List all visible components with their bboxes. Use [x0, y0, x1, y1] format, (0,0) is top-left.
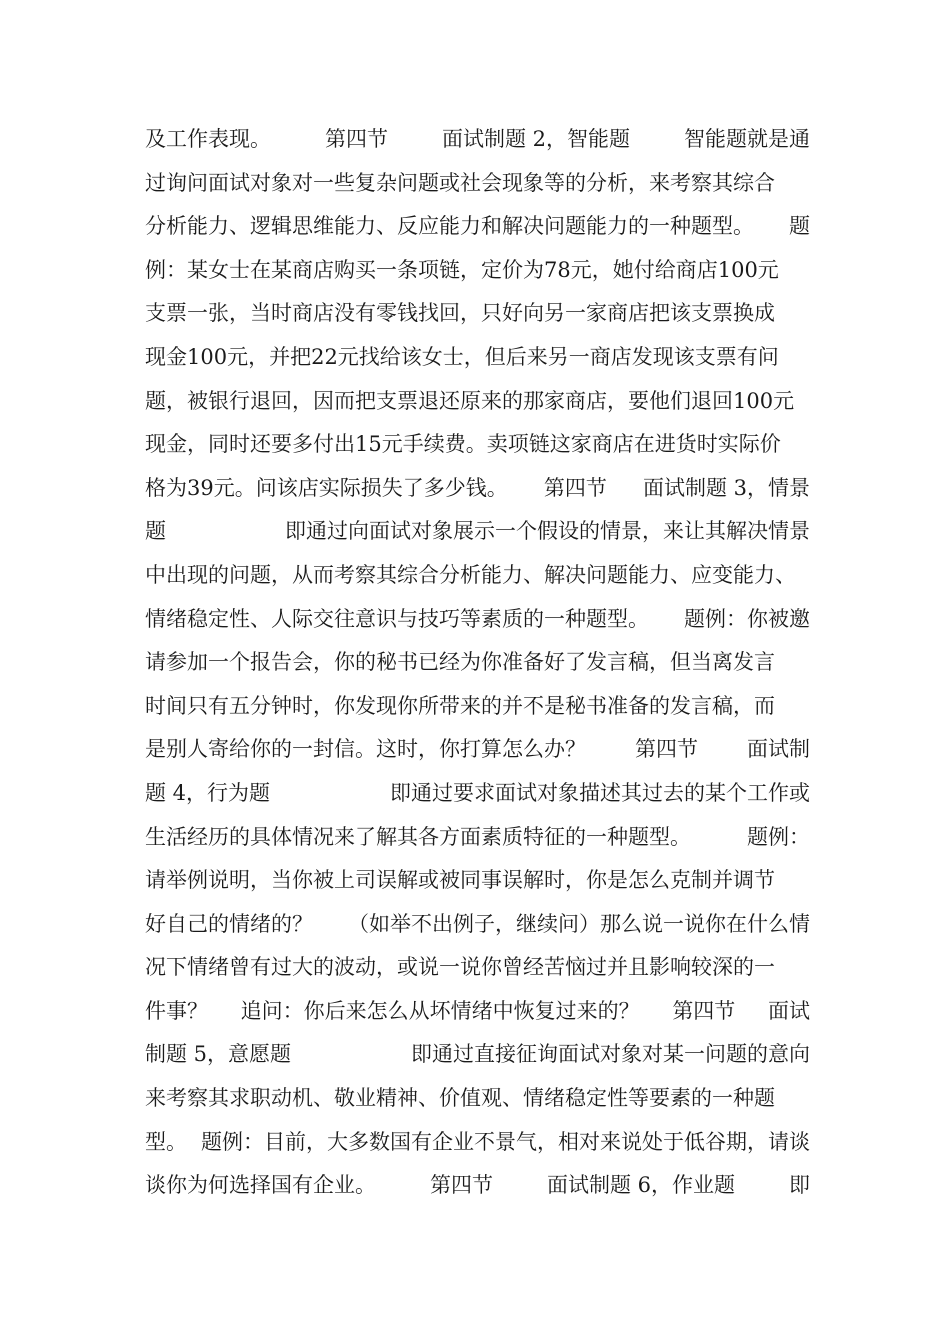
text-segment: 件事？	[145, 998, 208, 1023]
text-line	[145, 118, 810, 162]
text-segment: （如举不出例子，继续问）那么说一说你在什么情	[348, 911, 810, 936]
text-line	[145, 336, 810, 380]
text-line	[145, 554, 810, 598]
text-line	[145, 990, 810, 1034]
text-line	[145, 1164, 810, 1208]
text-segment: 第四节	[543, 475, 607, 500]
text-line	[145, 162, 810, 206]
text-segment: 即	[789, 1173, 810, 1198]
text-segment: 第四节	[429, 1173, 493, 1198]
text-segment: 第四节	[324, 127, 388, 151]
text-segment: 请举例说明，当你被上司误解或被同事误解时，你是怎么克制并调节	[145, 868, 775, 893]
text-line	[145, 249, 810, 293]
text-segment: 第四节	[635, 737, 698, 762]
text-segment: 题例：目前，大多数国有企业不景气，相对来说处于低谷期，请谈	[201, 1129, 810, 1154]
text-segment: 即通过向面试对象展示一个假设的情景，来让其解决情景	[285, 519, 810, 544]
text-segment: 况下情绪曾有过大的波动，或说一说你曾经苦恼过并且影响较深的一	[145, 955, 775, 980]
text-line	[145, 772, 810, 816]
text-line	[145, 1121, 810, 1165]
text-segment: 及工作表现。	[145, 127, 271, 151]
text-line	[145, 903, 810, 947]
text-segment: 来考察其求职动机、敬业精神、价值观、情绪稳定性等要素的一种题	[145, 1086, 775, 1111]
text-segment: 情绪稳定性、人际交往意识与技巧等素质的一种题型。	[145, 606, 649, 631]
text-line	[145, 292, 810, 336]
text-segment: 现金100元，并把22元找给该女士，但后来另一商店发现该支票有问	[145, 344, 779, 369]
text-segment: 即通过要求面试对象描述其过去的某个工作或	[390, 780, 810, 805]
text-line	[145, 859, 810, 903]
text-line	[145, 728, 810, 772]
text-segment: 题	[145, 519, 166, 544]
text-segment: 面试制题 6，作业题	[546, 1173, 736, 1198]
text-segment: 面试制题 2，智能题	[441, 127, 631, 151]
text-segment: 题例：你被邀	[684, 606, 810, 631]
text-line	[145, 380, 810, 424]
text-segment: 中出现的问题，从而考察其综合分析能力、解决问题能力、应变能力、	[145, 562, 796, 587]
text-segment: 面试制题 3，情景	[642, 475, 810, 500]
text-segment: 过询问面试对象对一些复杂问题或社会现象等的分析，来考察其综合	[145, 170, 775, 195]
text-segment: 面试	[767, 998, 810, 1023]
text-segment: 题例：	[747, 824, 810, 849]
text-segment: 第四节	[672, 998, 736, 1023]
body-text	[145, 118, 810, 1208]
text-segment: 智能题就是通	[684, 127, 810, 151]
text-segment: 分析能力、逻辑思维能力、反应能力和解决问题能力的一种题型。	[145, 214, 754, 239]
text-segment: 制题 5，意愿题	[145, 1042, 292, 1067]
text-segment: 是别人寄给你的一封信。这时，你打算怎么办？	[145, 737, 586, 762]
text-segment: 面试制	[747, 737, 810, 762]
text-line	[145, 946, 810, 990]
text-segment: 生活经历的具体情况来了解其各方面素质特征的一种题型。	[145, 824, 691, 849]
text-segment: 现金，同时还要多付出15元手续费。卖项链这家商店在进货时实际价	[145, 432, 781, 457]
text-line	[145, 467, 810, 511]
text-line	[145, 685, 810, 729]
text-line	[145, 1033, 810, 1077]
text-line	[145, 816, 810, 860]
text-line	[145, 510, 810, 554]
text-segment: 例：某女士在某商店购买一条项链，定价为78元，她付给商店100元	[145, 257, 779, 282]
text-line	[145, 423, 810, 467]
text-segment: 题 4，行为题	[145, 780, 271, 805]
text-line	[145, 205, 810, 249]
text-segment: 题	[789, 214, 810, 239]
text-line	[145, 641, 810, 685]
text-segment: 追问：你后来怎么从坏情绪中恢复过来的？	[240, 998, 640, 1023]
text-segment: 请参加一个报告会，你的秘书已经为你准备好了发言稿，但当离发言	[145, 650, 775, 675]
text-line	[145, 1077, 810, 1121]
text-segment: 好自己的情绪的？	[145, 911, 313, 936]
text-segment: 时间只有五分钟时，你发现你所带来的并不是秘书准备的发言稿，而	[145, 693, 775, 718]
text-segment: 谈你为何选择国有企业。	[145, 1173, 376, 1198]
text-segment: 格为39元。问该店实际损失了多少钱。	[145, 475, 508, 500]
text-segment: 支票一张，当时商店没有零钱找回，只好向另一家商店把该支票换成	[145, 301, 775, 326]
text-segment: 型。	[145, 1129, 187, 1154]
text-line	[145, 598, 810, 642]
text-segment: 即通过直接征询面试对象对某一问题的意向	[411, 1042, 810, 1067]
text-segment: 题，被银行退回，因而把支票退还原来的那家商店，要他们退回100元	[145, 388, 795, 413]
